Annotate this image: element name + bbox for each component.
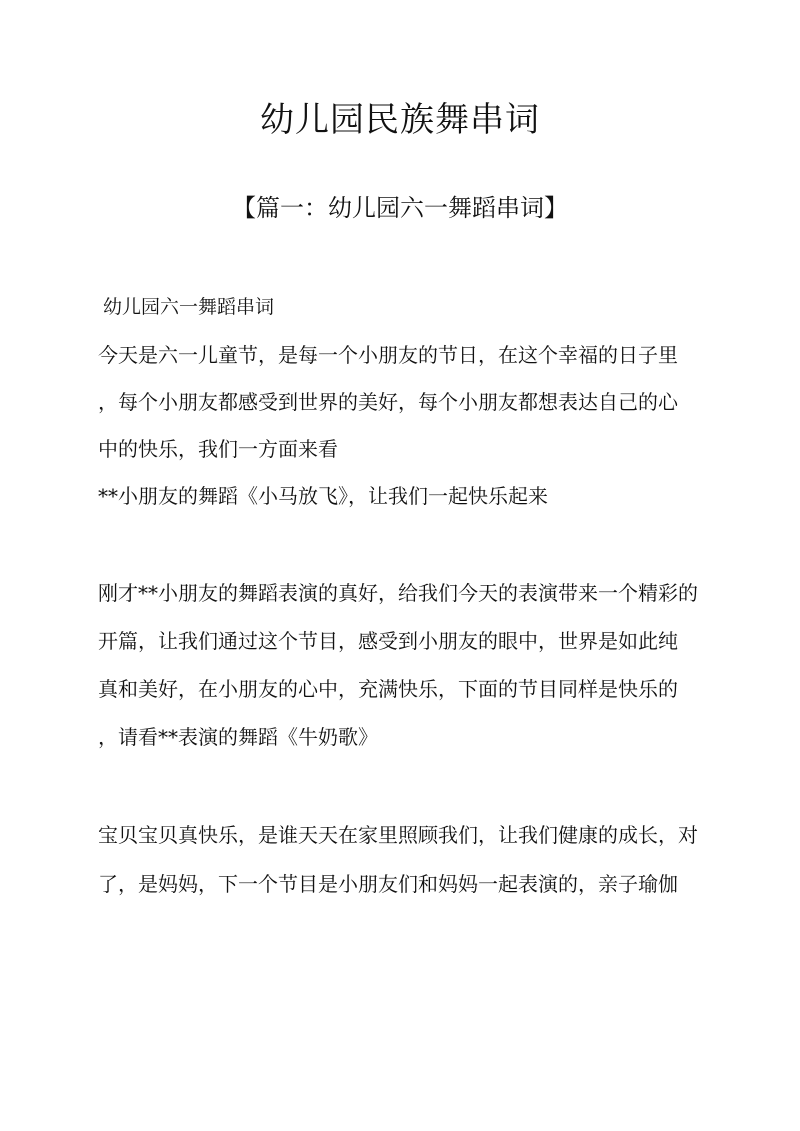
paragraph-line: 真和美好，在小朋友的心中，充满快乐，下面的节目同样是快乐的 <box>98 677 678 701</box>
paragraph-line: ，每个小朋友都感受到世界的美好，每个小朋友都想表达自己的心 <box>98 390 678 414</box>
paragraph-line: **小朋友的舞蹈《小马放飞》，让我们一起快乐起来 <box>98 484 548 508</box>
document-title: 幼儿园民族舞串词 <box>260 100 540 140</box>
paragraph-line: 宝贝宝贝真快乐，是谁天天在家里照顾我们，让我们健康的成长，对 <box>98 823 698 847</box>
paragraph-line: 开篇，让我们通过这个节目，感受到小朋友的眼中，世界是如此纯 <box>98 629 678 653</box>
paragraph-line: 中的快乐，我们一方面来看 <box>98 437 338 461</box>
paragraph-line: 刚才**小朋友的舞蹈表演的真好，给我们今天的表演带来一个精彩的 <box>98 581 698 605</box>
paragraph-line: ，请看**表演的舞蹈《牛奶歌》 <box>98 725 378 749</box>
subheading: 幼儿园六一舞蹈串词 <box>103 296 275 318</box>
paragraph-line: 了，是妈妈，下一个节目是小朋友们和妈妈一起表演的，亲子瑜伽 <box>98 872 678 896</box>
section-title: 【篇一：幼儿园六一舞蹈串词】 <box>232 194 568 222</box>
paragraph-line: 今天是六一儿童节，是每一个小朋友的节日，在这个幸福的日子里 <box>98 343 678 367</box>
